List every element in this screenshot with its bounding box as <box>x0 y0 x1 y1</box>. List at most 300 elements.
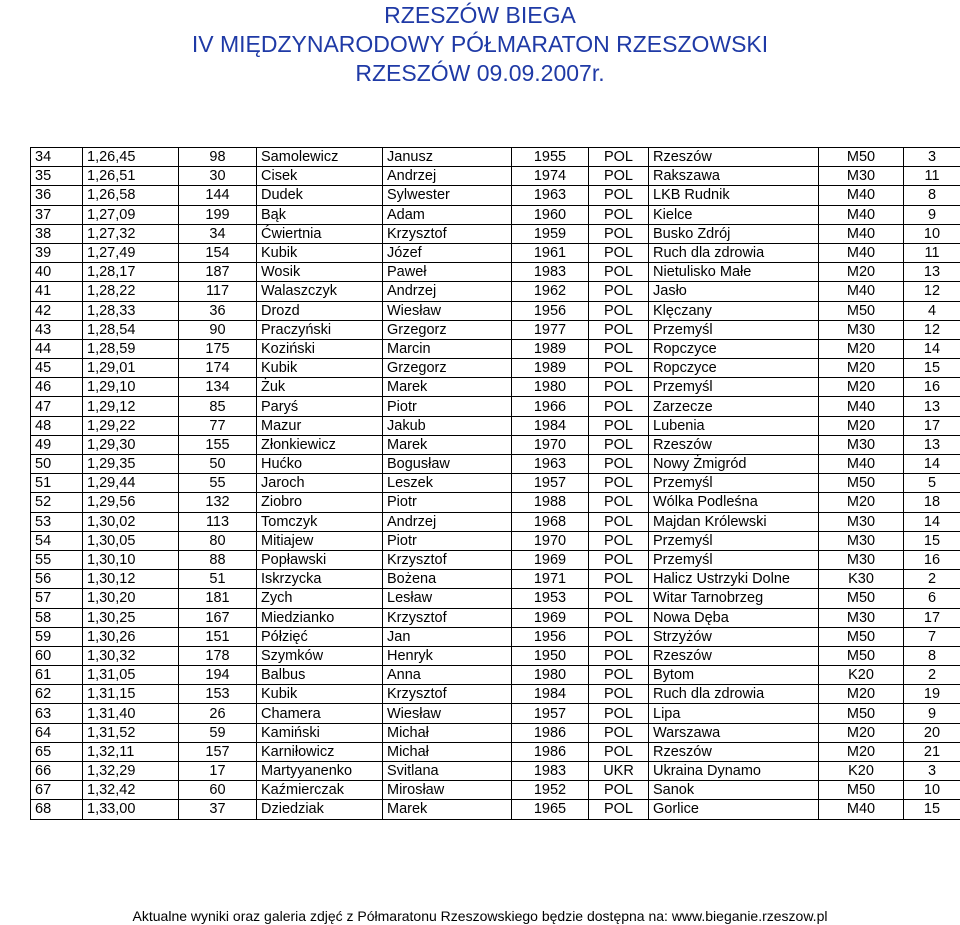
place-cell: 67 <box>31 781 83 800</box>
club-cell: Ruch dla zdrowia <box>649 685 819 704</box>
place-cell: 42 <box>31 301 83 320</box>
category-cell: M40 <box>819 455 904 474</box>
place-cell: 40 <box>31 263 83 282</box>
category-place-cell: 16 <box>904 378 960 397</box>
category-place-cell: 7 <box>904 627 960 646</box>
surname-cell: Tomczyk <box>257 512 383 531</box>
birth-year-cell: 1970 <box>512 435 589 454</box>
surname-cell: Walaszczyk <box>257 282 383 301</box>
place-cell: 47 <box>31 397 83 416</box>
place-cell: 48 <box>31 416 83 435</box>
bib-cell: 151 <box>179 627 257 646</box>
bib-cell: 90 <box>179 320 257 339</box>
birth-year-cell: 1952 <box>512 781 589 800</box>
nationality-cell: POL <box>589 282 649 301</box>
category-place-cell: 8 <box>904 646 960 665</box>
club-cell: Nowy Żmigród <box>649 455 819 474</box>
birth-year-cell: 1977 <box>512 320 589 339</box>
surname-cell: Mazur <box>257 416 383 435</box>
category-place-cell: 15 <box>904 359 960 378</box>
nationality-cell: POL <box>589 186 649 205</box>
bib-cell: 55 <box>179 474 257 493</box>
nationality-cell: POL <box>589 474 649 493</box>
nationality-cell: POL <box>589 627 649 646</box>
nationality-cell: POL <box>589 301 649 320</box>
birth-year-cell: 1980 <box>512 378 589 397</box>
table-row <box>31 627 960 646</box>
firstname-cell: Henryk <box>383 646 512 665</box>
place-cell: 63 <box>31 704 83 723</box>
nationality-cell: POL <box>589 742 649 761</box>
surname-cell: Mitiajew <box>257 531 383 550</box>
bib-cell: 98 <box>179 148 257 167</box>
club-cell: Lipa <box>649 704 819 723</box>
club-cell: Jasło <box>649 282 819 301</box>
category-cell: M50 <box>819 148 904 167</box>
firstname-cell: Andrzej <box>383 167 512 186</box>
place-cell: 53 <box>31 512 83 531</box>
category-cell: M30 <box>819 320 904 339</box>
category-cell: M20 <box>819 685 904 704</box>
firstname-cell: Wiesław <box>383 301 512 320</box>
category-cell: M20 <box>819 416 904 435</box>
birth-year-cell: 1960 <box>512 205 589 224</box>
place-cell: 57 <box>31 589 83 608</box>
category-cell: M30 <box>819 512 904 531</box>
firstname-cell: Mirosław <box>383 781 512 800</box>
category-place-cell: 20 <box>904 723 960 742</box>
birth-year-cell: 1966 <box>512 397 589 416</box>
category-cell: M50 <box>819 474 904 493</box>
firstname-cell: Józef <box>383 243 512 262</box>
time-cell: 1,30,12 <box>83 570 179 589</box>
nationality-cell: POL <box>589 570 649 589</box>
nationality-cell: POL <box>589 320 649 339</box>
club-cell: Busko Zdrój <box>649 224 819 243</box>
club-cell: Przemyśl <box>649 320 819 339</box>
birth-year-cell: 1983 <box>512 762 589 781</box>
birth-year-cell: 1965 <box>512 800 589 819</box>
bib-cell: 181 <box>179 589 257 608</box>
firstname-cell: Leszek <box>383 474 512 493</box>
nationality-cell: POL <box>589 646 649 665</box>
category-cell: M30 <box>819 608 904 627</box>
time-cell: 1,26,51 <box>83 167 179 186</box>
table-row <box>31 301 960 320</box>
nationality-cell: POL <box>589 589 649 608</box>
time-cell: 1,29,12 <box>83 397 179 416</box>
bib-cell: 157 <box>179 742 257 761</box>
surname-cell: Samolewicz <box>257 148 383 167</box>
event-title-line-2: IV MIĘDZYNARODOWY PÓŁMARATON RZESZOWSKI <box>191 31 769 57</box>
bib-cell: 37 <box>179 800 257 819</box>
category-place-cell: 21 <box>904 742 960 761</box>
table-row <box>31 205 960 224</box>
time-cell: 1,28,54 <box>83 320 179 339</box>
category-place-cell: 18 <box>904 493 960 512</box>
table-row <box>31 378 960 397</box>
place-cell: 41 <box>31 282 83 301</box>
club-cell: Bytom <box>649 666 819 685</box>
surname-cell: Kubik <box>257 243 383 262</box>
time-cell: 1,32,42 <box>83 781 179 800</box>
time-cell: 1,29,01 <box>83 359 179 378</box>
bib-cell: 60 <box>179 781 257 800</box>
club-cell: Zarzecze <box>649 397 819 416</box>
category-cell: M20 <box>819 263 904 282</box>
club-cell: Gorlice <box>649 800 819 819</box>
birth-year-cell: 1983 <box>512 263 589 282</box>
nationality-cell: POL <box>589 512 649 531</box>
surname-cell: Jaroch <box>257 474 383 493</box>
category-place-cell: 3 <box>904 148 960 167</box>
time-cell: 1,27,09 <box>83 205 179 224</box>
category-cell: M50 <box>819 301 904 320</box>
club-cell: Rakszawa <box>649 167 819 186</box>
firstname-cell: Piotr <box>383 397 512 416</box>
table-row <box>31 550 960 569</box>
surname-cell: Karniłowicz <box>257 742 383 761</box>
bib-cell: 194 <box>179 666 257 685</box>
place-cell: 37 <box>31 205 83 224</box>
firstname-cell: Paweł <box>383 263 512 282</box>
surname-cell: Złonkiewicz <box>257 435 383 454</box>
club-cell: Sanok <box>649 781 819 800</box>
firstname-cell: Krzysztof <box>383 608 512 627</box>
bib-cell: 34 <box>179 224 257 243</box>
nationality-cell: POL <box>589 435 649 454</box>
nationality-cell: POL <box>589 781 649 800</box>
club-cell: Rzeszów <box>649 148 819 167</box>
firstname-cell: Krzysztof <box>383 224 512 243</box>
birth-year-cell: 1971 <box>512 570 589 589</box>
table-row <box>31 320 960 339</box>
bib-cell: 175 <box>179 339 257 358</box>
time-cell: 1,31,52 <box>83 723 179 742</box>
birth-year-cell: 1953 <box>512 589 589 608</box>
table-row <box>31 243 960 262</box>
table-row <box>31 455 960 474</box>
category-place-cell: 5 <box>904 474 960 493</box>
nationality-cell: POL <box>589 666 649 685</box>
nationality-cell: POL <box>589 148 649 167</box>
table-row <box>31 416 960 435</box>
place-cell: 49 <box>31 435 83 454</box>
club-cell: Nietulisko Małe <box>649 263 819 282</box>
nationality-cell: POL <box>589 263 649 282</box>
surname-cell: Bąk <box>257 205 383 224</box>
category-cell: M40 <box>819 397 904 416</box>
time-cell: 1,31,15 <box>83 685 179 704</box>
place-cell: 61 <box>31 666 83 685</box>
club-cell: Kielce <box>649 205 819 224</box>
surname-cell: Paryś <box>257 397 383 416</box>
nationality-cell: POL <box>589 685 649 704</box>
birth-year-cell: 1957 <box>512 704 589 723</box>
bib-cell: 50 <box>179 455 257 474</box>
time-cell: 1,31,05 <box>83 666 179 685</box>
table-row <box>31 666 960 685</box>
nationality-cell: POL <box>589 224 649 243</box>
birth-year-cell: 1969 <box>512 550 589 569</box>
category-place-cell: 4 <box>904 301 960 320</box>
category-place-cell: 14 <box>904 339 960 358</box>
birth-year-cell: 1950 <box>512 646 589 665</box>
table-row <box>31 685 960 704</box>
nationality-cell: POL <box>589 455 649 474</box>
firstname-cell: Jan <box>383 627 512 646</box>
time-cell: 1,29,10 <box>83 378 179 397</box>
surname-cell: Ziobro <box>257 493 383 512</box>
footer-note: Aktualne wyniki oraz galeria zdjęć z Półmaratonu Rzeszowskiego będzie dostępna na: www.bieganie.rzeszow.pl <box>132 908 828 924</box>
category-place-cell: 16 <box>904 550 960 569</box>
category-place-cell: 19 <box>904 685 960 704</box>
firstname-cell: Piotr <box>383 493 512 512</box>
club-cell: Przemyśl <box>649 474 819 493</box>
birth-year-cell: 1980 <box>512 666 589 685</box>
bib-cell: 144 <box>179 186 257 205</box>
place-cell: 36 <box>31 186 83 205</box>
birth-year-cell: 1989 <box>512 339 589 358</box>
table-row <box>31 646 960 665</box>
table-row <box>31 474 960 493</box>
birth-year-cell: 1963 <box>512 186 589 205</box>
bib-cell: 51 <box>179 570 257 589</box>
surname-cell: Ćwiertnia <box>257 224 383 243</box>
category-place-cell: 13 <box>904 263 960 282</box>
time-cell: 1,30,10 <box>83 550 179 569</box>
table-row <box>31 282 960 301</box>
time-cell: 1,30,25 <box>83 608 179 627</box>
birth-year-cell: 1984 <box>512 416 589 435</box>
event-title-line-1: RZESZÓW BIEGA <box>384 2 576 28</box>
surname-cell: Wosik <box>257 263 383 282</box>
club-cell: Przemyśl <box>649 378 819 397</box>
category-cell: M40 <box>819 205 904 224</box>
club-cell: Witar Tarnobrzeg <box>649 589 819 608</box>
time-cell: 1,29,30 <box>83 435 179 454</box>
firstname-cell: Janusz <box>383 148 512 167</box>
place-cell: 38 <box>31 224 83 243</box>
firstname-cell: Wiesław <box>383 704 512 723</box>
club-cell: Nowa Dęba <box>649 608 819 627</box>
category-cell: K20 <box>819 762 904 781</box>
place-cell: 51 <box>31 474 83 493</box>
category-cell: M40 <box>819 282 904 301</box>
club-cell: Halicz Ustrzyki Dolne <box>649 570 819 589</box>
bib-cell: 113 <box>179 512 257 531</box>
club-cell: Przemyśl <box>649 550 819 569</box>
category-place-cell: 2 <box>904 666 960 685</box>
table-row <box>31 148 960 167</box>
bib-cell: 80 <box>179 531 257 550</box>
nationality-cell: POL <box>589 550 649 569</box>
club-cell: Rzeszów <box>649 742 819 761</box>
place-cell: 43 <box>31 320 83 339</box>
birth-year-cell: 1986 <box>512 742 589 761</box>
category-place-cell: 10 <box>904 224 960 243</box>
birth-year-cell: 1955 <box>512 148 589 167</box>
category-cell: M20 <box>819 723 904 742</box>
club-cell: Ukraina Dynamo <box>649 762 819 781</box>
surname-cell: Kaźmierczak <box>257 781 383 800</box>
table-row <box>31 589 960 608</box>
time-cell: 1,30,02 <box>83 512 179 531</box>
bib-cell: 154 <box>179 243 257 262</box>
place-cell: 66 <box>31 762 83 781</box>
firstname-cell: Andrzej <box>383 282 512 301</box>
nationality-cell: POL <box>589 205 649 224</box>
place-cell: 59 <box>31 627 83 646</box>
club-cell: Ruch dla zdrowia <box>649 243 819 262</box>
place-cell: 44 <box>31 339 83 358</box>
firstname-cell: Michał <box>383 723 512 742</box>
category-cell: M20 <box>819 359 904 378</box>
surname-cell: Drozd <box>257 301 383 320</box>
surname-cell: Chamera <box>257 704 383 723</box>
firstname-cell: Michał <box>383 742 512 761</box>
surname-cell: Iskrzycka <box>257 570 383 589</box>
place-cell: 64 <box>31 723 83 742</box>
surname-cell: Szymków <box>257 646 383 665</box>
place-cell: 65 <box>31 742 83 761</box>
bib-cell: 153 <box>179 685 257 704</box>
surname-cell: Kamiński <box>257 723 383 742</box>
birth-year-cell: 1963 <box>512 455 589 474</box>
birth-year-cell: 1969 <box>512 608 589 627</box>
category-place-cell: 10 <box>904 781 960 800</box>
birth-year-cell: 1986 <box>512 723 589 742</box>
place-cell: 56 <box>31 570 83 589</box>
nationality-cell: POL <box>589 167 649 186</box>
nationality-cell: POL <box>589 531 649 550</box>
category-cell: K30 <box>819 570 904 589</box>
place-cell: 35 <box>31 167 83 186</box>
bib-cell: 174 <box>179 359 257 378</box>
category-place-cell: 13 <box>904 397 960 416</box>
surname-cell: Miedzianko <box>257 608 383 627</box>
time-cell: 1,26,58 <box>83 186 179 205</box>
table-row <box>31 224 960 243</box>
time-cell: 1,28,33 <box>83 301 179 320</box>
nationality-cell: POL <box>589 704 649 723</box>
firstname-cell: Piotr <box>383 531 512 550</box>
firstname-cell: Marcin <box>383 339 512 358</box>
category-place-cell: 8 <box>904 186 960 205</box>
bib-cell: 26 <box>179 704 257 723</box>
birth-year-cell: 1988 <box>512 493 589 512</box>
table-row <box>31 723 960 742</box>
category-cell: M20 <box>819 742 904 761</box>
firstname-cell: Marek <box>383 800 512 819</box>
bib-cell: 17 <box>179 762 257 781</box>
table-row <box>31 397 960 416</box>
category-cell: M20 <box>819 493 904 512</box>
category-place-cell: 9 <box>904 205 960 224</box>
bib-cell: 30 <box>179 167 257 186</box>
firstname-cell: Lesław <box>383 589 512 608</box>
surname-cell: Cisek <box>257 167 383 186</box>
nationality-cell: POL <box>589 359 649 378</box>
category-place-cell: 9 <box>904 704 960 723</box>
birth-year-cell: 1959 <box>512 224 589 243</box>
table-row <box>31 339 960 358</box>
nationality-cell: POL <box>589 339 649 358</box>
nationality-cell: POL <box>589 378 649 397</box>
table-row <box>31 359 960 378</box>
category-place-cell: 12 <box>904 282 960 301</box>
table-row <box>31 781 960 800</box>
category-cell: M30 <box>819 167 904 186</box>
category-cell: M40 <box>819 186 904 205</box>
nationality-cell: POL <box>589 723 649 742</box>
table-row <box>31 800 960 819</box>
firstname-cell: Bożena <box>383 570 512 589</box>
firstname-cell: Marek <box>383 378 512 397</box>
results-table <box>30 147 960 820</box>
club-cell: Przemyśl <box>649 531 819 550</box>
bib-cell: 77 <box>179 416 257 435</box>
surname-cell: Żuk <box>257 378 383 397</box>
category-cell: M40 <box>819 243 904 262</box>
time-cell: 1,29,56 <box>83 493 179 512</box>
time-cell: 1,29,35 <box>83 455 179 474</box>
time-cell: 1,32,29 <box>83 762 179 781</box>
firstname-cell: Grzegorz <box>383 320 512 339</box>
category-place-cell: 14 <box>904 455 960 474</box>
firstname-cell: Jakub <box>383 416 512 435</box>
category-cell: M50 <box>819 704 904 723</box>
category-cell: M20 <box>819 339 904 358</box>
birth-year-cell: 1970 <box>512 531 589 550</box>
place-cell: 62 <box>31 685 83 704</box>
nationality-cell: POL <box>589 493 649 512</box>
surname-cell: Kubik <box>257 359 383 378</box>
firstname-cell: Adam <box>383 205 512 224</box>
club-cell: Majdan Królewski <box>649 512 819 531</box>
place-cell: 39 <box>31 243 83 262</box>
table-row <box>31 167 960 186</box>
bib-cell: 85 <box>179 397 257 416</box>
birth-year-cell: 1989 <box>512 359 589 378</box>
firstname-cell: Bogusław <box>383 455 512 474</box>
bib-cell: 134 <box>179 378 257 397</box>
category-cell: M30 <box>819 531 904 550</box>
club-cell: Strzyżów <box>649 627 819 646</box>
birth-year-cell: 1984 <box>512 685 589 704</box>
firstname-cell: Andrzej <box>383 512 512 531</box>
place-cell: 52 <box>31 493 83 512</box>
surname-cell: Martyyanenko <box>257 762 383 781</box>
place-cell: 60 <box>31 646 83 665</box>
nationality-cell: POL <box>589 800 649 819</box>
results-body <box>31 148 960 820</box>
category-cell: M50 <box>819 781 904 800</box>
time-cell: 1,27,49 <box>83 243 179 262</box>
surname-cell: Koziński <box>257 339 383 358</box>
time-cell: 1,27,32 <box>83 224 179 243</box>
category-place-cell: 2 <box>904 570 960 589</box>
bib-cell: 178 <box>179 646 257 665</box>
bib-cell: 88 <box>179 550 257 569</box>
table-row <box>31 493 960 512</box>
time-cell: 1,29,22 <box>83 416 179 435</box>
category-cell: M40 <box>819 224 904 243</box>
time-cell: 1,29,44 <box>83 474 179 493</box>
firstname-cell: Sylwester <box>383 186 512 205</box>
club-cell: Warszawa <box>649 723 819 742</box>
birth-year-cell: 1961 <box>512 243 589 262</box>
